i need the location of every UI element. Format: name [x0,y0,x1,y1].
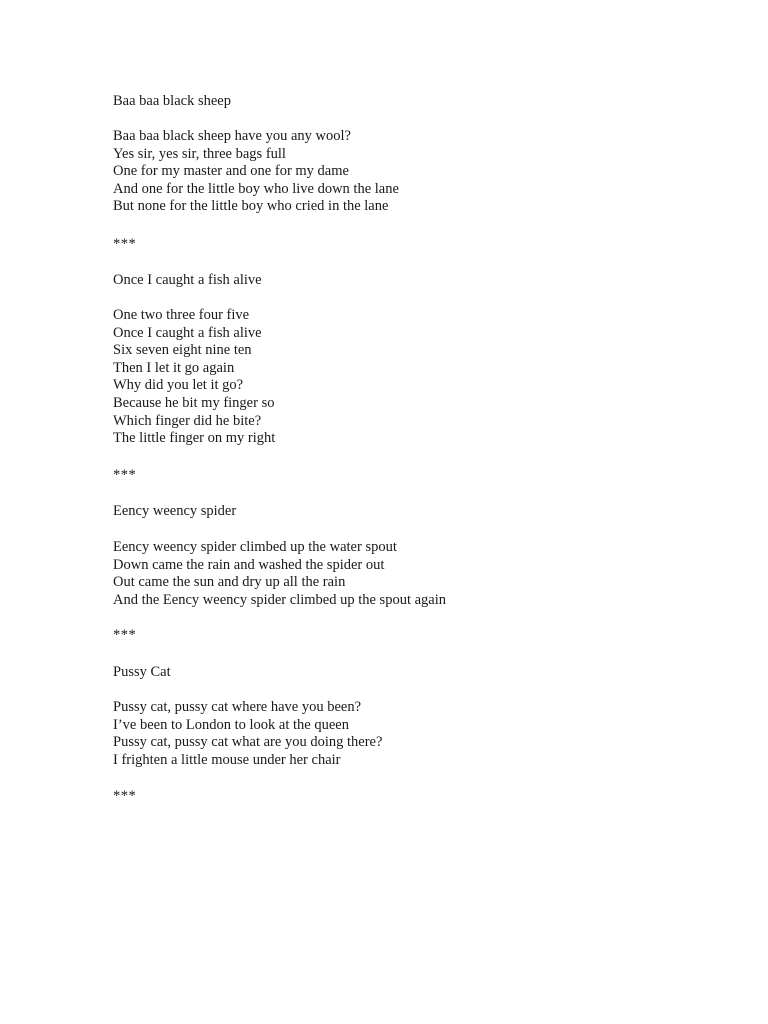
poem-title: Eency weency spider [113,503,237,519]
poem-line: Which finger did he bite? [113,412,262,429]
poem-stanza [113,699,382,769]
section-separator: *** [113,627,137,643]
poem-line: Out came the sun and dry up all the rain [113,574,346,591]
poem-line: Why did you let it go? [113,377,244,394]
poem-line: Baa baa black sheep have you any wool? [113,128,351,144]
poem-stanza [113,307,275,448]
section-separator: *** [113,788,137,804]
poem-line: The little finger on my right [113,430,276,447]
section-separator: *** [113,467,137,483]
poem-line: Once I caught a fish alive [113,324,262,341]
poem-stanza [113,539,446,609]
poem-line: Six seven eight nine ten [113,342,252,359]
poem-line: Because he bit my finger so [113,394,275,411]
poem-line: Then I let it go again [113,359,235,376]
poem-title: Pussy Cat [113,664,171,680]
poem-line: And one for the little boy who live down the lane [113,180,399,197]
poem-line: Pussy cat, pussy cat where have you been? [113,699,362,715]
poem-line: Yes sir, yes sir, three bags full [113,145,286,162]
poem-line: Pussy cat, pussy cat what are you doing there? [113,734,383,751]
poem-line: I’ve been to London to look at the queen [113,716,349,733]
poem-line: One two three four five [113,307,250,323]
section-separator: *** [113,236,137,252]
poem-line: And the Eency weency spider climbed up the spout again [113,591,446,608]
poem-line: Down came the rain and washed the spider out [113,556,385,573]
poem-line: But none for the little boy who cried in the lane [113,198,389,215]
poem-line: One for my master and one for my dame [113,163,349,180]
poem-title: Baa baa black sheep [113,93,231,109]
poem-line: I frighten a little mouse under her chair [113,751,341,768]
poem-title: Once I caught a fish alive [113,272,262,288]
poem-stanza [113,128,399,216]
poem-line: Eency weency spider climbed up the water spout [113,539,397,555]
